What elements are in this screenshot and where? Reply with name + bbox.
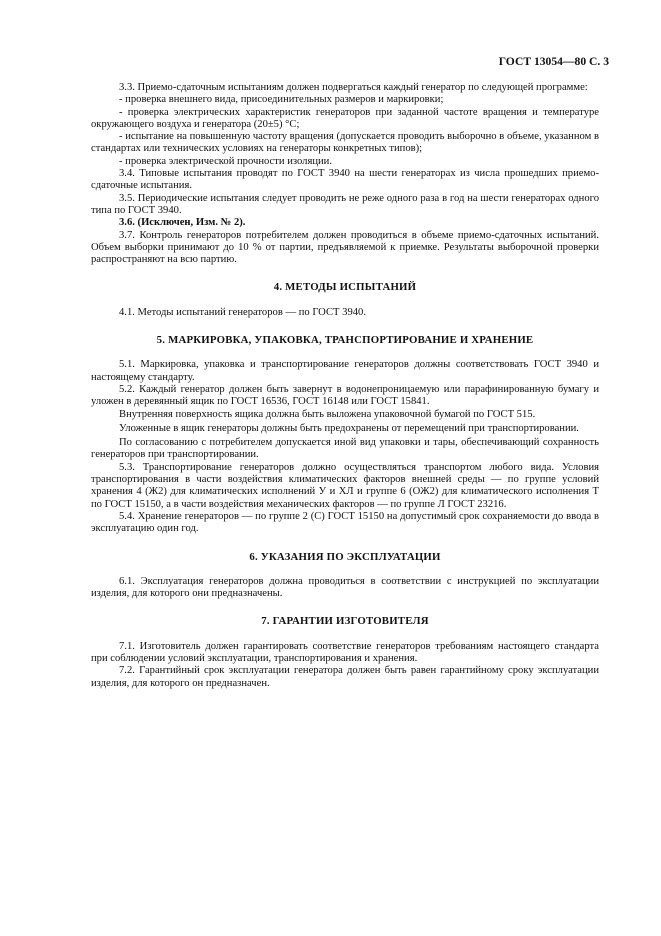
test-item-4: - проверка электрической прочности изоляции.	[119, 155, 332, 167]
paragraph-3-5: 3.5. Периодические испытания следует проводить не реже одного раза в год на шести генераторах одного типа по ГОСТ 3940.	[91, 192, 599, 216]
section-5-heading: 5. МАРКИРОВКА, УПАКОВКА, ТРАНСПОРТИРОВАНИЕ И ХРАНЕНИЕ	[156, 334, 534, 347]
section-6-heading: 6. УКАЗАНИЯ ПО ЭКСПЛУАТАЦИИ	[249, 550, 441, 563]
paragraph-3-7: 3.7. Контроль генераторов потребителем должен проводиться в объеме приемо-сдаточных испытаний. Объем выборки принимают до 10 % от партии, предъявляемой к приемке. Результаты выборочной проверки распространяют на всю партию.	[91, 229, 599, 266]
test-item-1: - проверка внешнего вида, присоединительных размеров и маркировки;	[119, 94, 444, 106]
paragraph-5-2-inner-surface: Внутренняя поверхность ящика должна быть выложена упаковочной бумагой по ГОСТ 515.	[119, 408, 536, 420]
paragraph-4-1: 4.1. Методы испытаний генераторов — по ГОСТ 3940.	[119, 306, 366, 318]
document-body	[91, 82, 599, 690]
paragraph-3-6: 3.6. (Исключен, Изм. № 2).	[119, 217, 246, 229]
section-4-heading: 4. МЕТОДЫ ИСПЫТАНИЙ	[273, 281, 417, 294]
paragraph-5-2: 5.2. Каждый генератор должен быть завернут в водонепроницаемую или парафинированную бумагу и уложен в деревянный ящик по ГОСТ 16536, ГОСТ 16148 или ГОСТ 15841.	[91, 383, 599, 408]
paragraph-3-4: 3.4. Типовые испытания проводят по ГОСТ 3940 на шести генераторах из числа прошедших приемо-сдаточные испытания.	[91, 168, 599, 192]
section-7-heading: 7. ГАРАНТИИ ИЗГОТОВИТЕЛЯ	[261, 615, 429, 628]
paragraph-5-2-agreement: По согласованию с потребителем допускается иной вид упаковки и тары, обеспечивающий сохранность генераторов при транспортировании.	[91, 437, 599, 461]
paragraph-7-1: 7.1. Изготовитель должен гарантировать соответствие генераторов требованиям настоящего стандарта при соблюдении условий эксплуатации, транспортирования и хранения.	[91, 640, 599, 664]
paragraph-3-3: 3.3. Приемо-сдаточным испытаниям должен подвергаться каждый генератор по следующей программе:	[119, 82, 588, 93]
paragraph-5-1: 5.1. Маркировка, упаковка и транспортирование генераторов должны соответствовать ГОСТ 3940 и настоящему стандарту.	[91, 359, 599, 383]
paragraph-5-2-secured: Уложенные в ящик генераторы должны быть предохранены от перемещений при транспортировании.	[119, 422, 579, 434]
paragraph-5-4: 5.4. Хранение генераторов — по группе 2 (С) ГОСТ 15150 на допустимый срок сохраняемости до ввода в эксплуатацию один год.	[91, 510, 599, 535]
test-item-2: - проверка электрических характеристик генераторов при заданной частоте вращения и температуре окружающего воздуха и генератора (20±5) °С;	[91, 106, 599, 130]
paragraph-6-1: 6.1. Эксплуатация генераторов должна проводиться в соответствии с инструкцией по эксплуатации изделия, для которого они предназначены.	[91, 575, 599, 600]
paragraph-5-3: 5.3. Транспортирование генераторов должно осуществляться транспортом любого вида. Условия транспортирования в части воздействия климатических факторов внешней среды — по группе условий хранения 4 (Ж2) для климатических исполнений У и ХЛ и группе 6 (ОЖ2) для климатического исполнения Т по ГОСТ 15150, а в части воздействия механических факторов — по группе Л ГОСТ 23216.	[91, 461, 599, 510]
paragraph-7-2: 7.2. Гарантийный срок эксплуатации генератора должен быть равен гарантийному сроку эксплуатации изделия, для которого он предназначен.	[91, 665, 599, 689]
test-item-3: - испытание на повышенную частоту вращения (допускается проводить выборочно в объеме, указанном в стандартах или технических условиях на генераторы конкретных типов);	[91, 131, 599, 155]
page-header: ГОСТ 13054—80 С. 3	[498, 55, 609, 68]
